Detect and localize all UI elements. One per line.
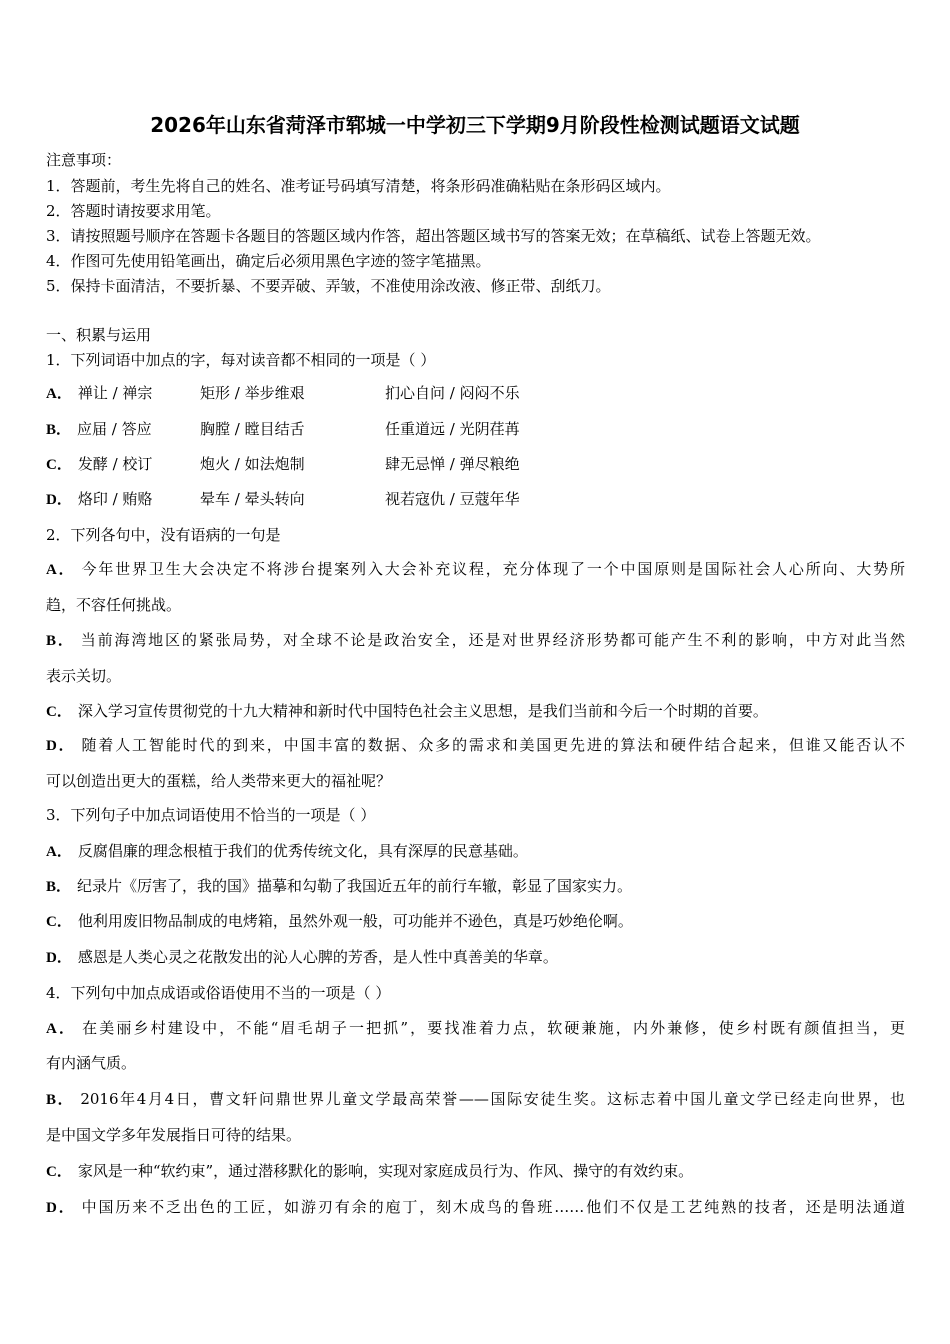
option-text: 2016年4月4日，曹文轩问鼎世界儿童文学最高荣誉——国际安徒生奖。这标志着中国儿童文学已经走向世界，也 xyxy=(80,1090,905,1108)
q2-option-a-cont: 趋，不容任何挑战。 xyxy=(46,596,182,614)
notice-heading: 注意事项： xyxy=(46,151,122,169)
q4-stem: 4．下列句中加点成语或俗语使用不当的一项是（ ） xyxy=(46,984,391,1002)
option-text: 纪录片《厉害了，我的国》描摹和勾勒了我国近五年的前行车辙，彰显了国家实力。 xyxy=(77,877,633,895)
q2-option-d-cont: 可以创造出更大的蛋糕，给人类带来更大的福祉呢？ xyxy=(46,772,392,790)
option-label: A． xyxy=(46,1021,77,1037)
option-col2: 矩形 / 举步维艰 xyxy=(200,384,305,402)
page-title: 2026年山东省菏泽市郓城一中学初三下学期9月阶段性检测试题语文试题 xyxy=(150,113,800,137)
notice-item: 4．作图可先使用铅笔画出，确定后必须用黑色字迹的签字笔描黑。 xyxy=(46,252,491,270)
option-label: B． xyxy=(46,422,72,438)
option-col2: 胸膛 / 瞠目结舌 xyxy=(200,420,305,438)
q2-option-a xyxy=(46,559,905,579)
q2-stem: 2．下列各句中，没有语病的一句是 xyxy=(46,526,281,544)
option-text: 当前海湾地区的紧张局势，对全球不论是政治安全，还是对世界经济形势都可能产生不利的影响，中方对此当然 xyxy=(80,631,905,649)
option-col3: 视若寇仇 / 豆蔻年华 xyxy=(385,490,520,508)
option-label: C． xyxy=(46,914,72,930)
option-col2: 炮火 / 如法炮制 xyxy=(200,455,305,473)
option-label: B． xyxy=(46,1092,75,1108)
option-col1: 烙印 / 贿赂 xyxy=(77,490,153,508)
notice-item: 3．请按照题号顺序在答题卡各题目的答题区域内作答，超出答题区域书写的答案无效；在草稿纸、试卷上答题无效。 xyxy=(46,227,821,245)
section-heading: 一、积累与运用 xyxy=(46,326,152,344)
q4-option-a xyxy=(46,1018,905,1038)
q2-option-b-cont: 表示关切。 xyxy=(46,667,122,685)
option-label: C． xyxy=(46,457,72,473)
notice-item: 5．保持卡面清洁，不要折暴、不要弄破、弄皱，不准使用涂改液、修正带、刮纸刀。 xyxy=(46,277,611,295)
q3-option-a xyxy=(46,841,528,861)
option-text: 今年世界卫生大会决定不将涉台提案列入大会补充议程，充分体现了一个中国原则是国际社会人心所向、大势所 xyxy=(81,560,905,578)
option-text: 反腐倡廉的理念根植于我们的优秀传统文化，具有深厚的民意基础。 xyxy=(77,842,528,860)
option-text: 随着人工智能时代的到来，中国丰富的数据、众多的需求和美国更先进的算法和硬件结合起来，但谁又能否认不 xyxy=(81,736,905,754)
q1-option-b xyxy=(46,419,546,439)
option-col1: 禅让 / 禅宗 xyxy=(77,384,153,402)
option-text: 深入学习宣传贯彻党的十九大精神和新时代中国特色社会主义思想，是我们当前和今后一个时期的首要。 xyxy=(77,702,768,720)
q2-option-b xyxy=(46,630,905,650)
option-text: 在美丽乡村建设中，不能“眉毛胡子一把抓”，要找准着力点，软硬兼施，内外兼修，使乡村既有颜值担当，更 xyxy=(82,1019,905,1037)
option-label: B． xyxy=(46,633,75,649)
option-label: C． xyxy=(46,1164,72,1180)
q4-option-b xyxy=(46,1089,905,1109)
q4-option-c xyxy=(46,1161,693,1181)
option-label: D． xyxy=(46,738,76,754)
option-text: 感恩是人类心灵之花散发出的沁人心脾的芳香，是人性中真善美的华章。 xyxy=(77,948,558,966)
option-text: 家风是一种“软约束”，通过潜移默化的影响，实现对家庭成员行为、作风、操守的有效约束。 xyxy=(77,1162,694,1180)
q2-option-c xyxy=(46,701,768,721)
q3-option-c xyxy=(46,911,633,931)
q1-option-a xyxy=(46,383,546,403)
option-label: A． xyxy=(46,386,72,402)
q1-stem: 1．下列词语中加点的字，每对读音都不相同的一项是（ ） xyxy=(46,351,436,369)
q4-option-b-cont: 是中国文学多年发展指日可待的结果。 xyxy=(46,1126,302,1144)
option-label: D． xyxy=(46,492,72,508)
option-col3: 肆无忌惮 / 弹尽粮绝 xyxy=(385,455,520,473)
option-text: 中国历来不乏出色的工匠，如游刃有余的庖丁，刻木成鸟的鲁班……他们不仅是工艺纯熟的技者，还是明法通道 xyxy=(81,1198,905,1216)
q2-option-d xyxy=(46,735,905,755)
option-col1: 应届 / 答应 xyxy=(77,420,152,438)
option-label: A． xyxy=(46,844,72,860)
option-label: B． xyxy=(46,879,72,895)
q3-option-d xyxy=(46,947,558,967)
q4-option-d xyxy=(46,1197,905,1217)
option-col1: 发酵 / 校订 xyxy=(77,455,153,473)
notice-item: 1．答题前，考生先将自己的姓名、准考证号码填写清楚，将条形码准确粘贴在条形码区域内。 xyxy=(46,177,671,195)
q1-option-d xyxy=(46,489,546,509)
option-col3: 任重道远 / 光阴荏苒 xyxy=(385,420,520,438)
option-col2: 晕车 / 晕头转向 xyxy=(200,490,305,508)
option-label: A． xyxy=(46,562,76,578)
option-col3: 扪心自问 / 闷闷不乐 xyxy=(385,384,520,402)
option-label: C． xyxy=(46,704,72,720)
notice-item: 2．答题时请按要求用笔。 xyxy=(46,202,221,220)
q3-stem: 3．下列句子中加点词语使用不恰当的一项是（ ） xyxy=(46,806,376,824)
q3-option-b xyxy=(46,876,632,896)
q1-option-c xyxy=(46,454,546,474)
option-label: D． xyxy=(46,1200,76,1216)
option-label: D． xyxy=(46,950,72,966)
option-text: 他利用废旧物品制成的电烤箱，虽然外观一般，可功能并不逊色，真是巧妙绝伦啊。 xyxy=(77,912,633,930)
q4-option-a-cont: 有内涵气质。 xyxy=(46,1054,137,1072)
